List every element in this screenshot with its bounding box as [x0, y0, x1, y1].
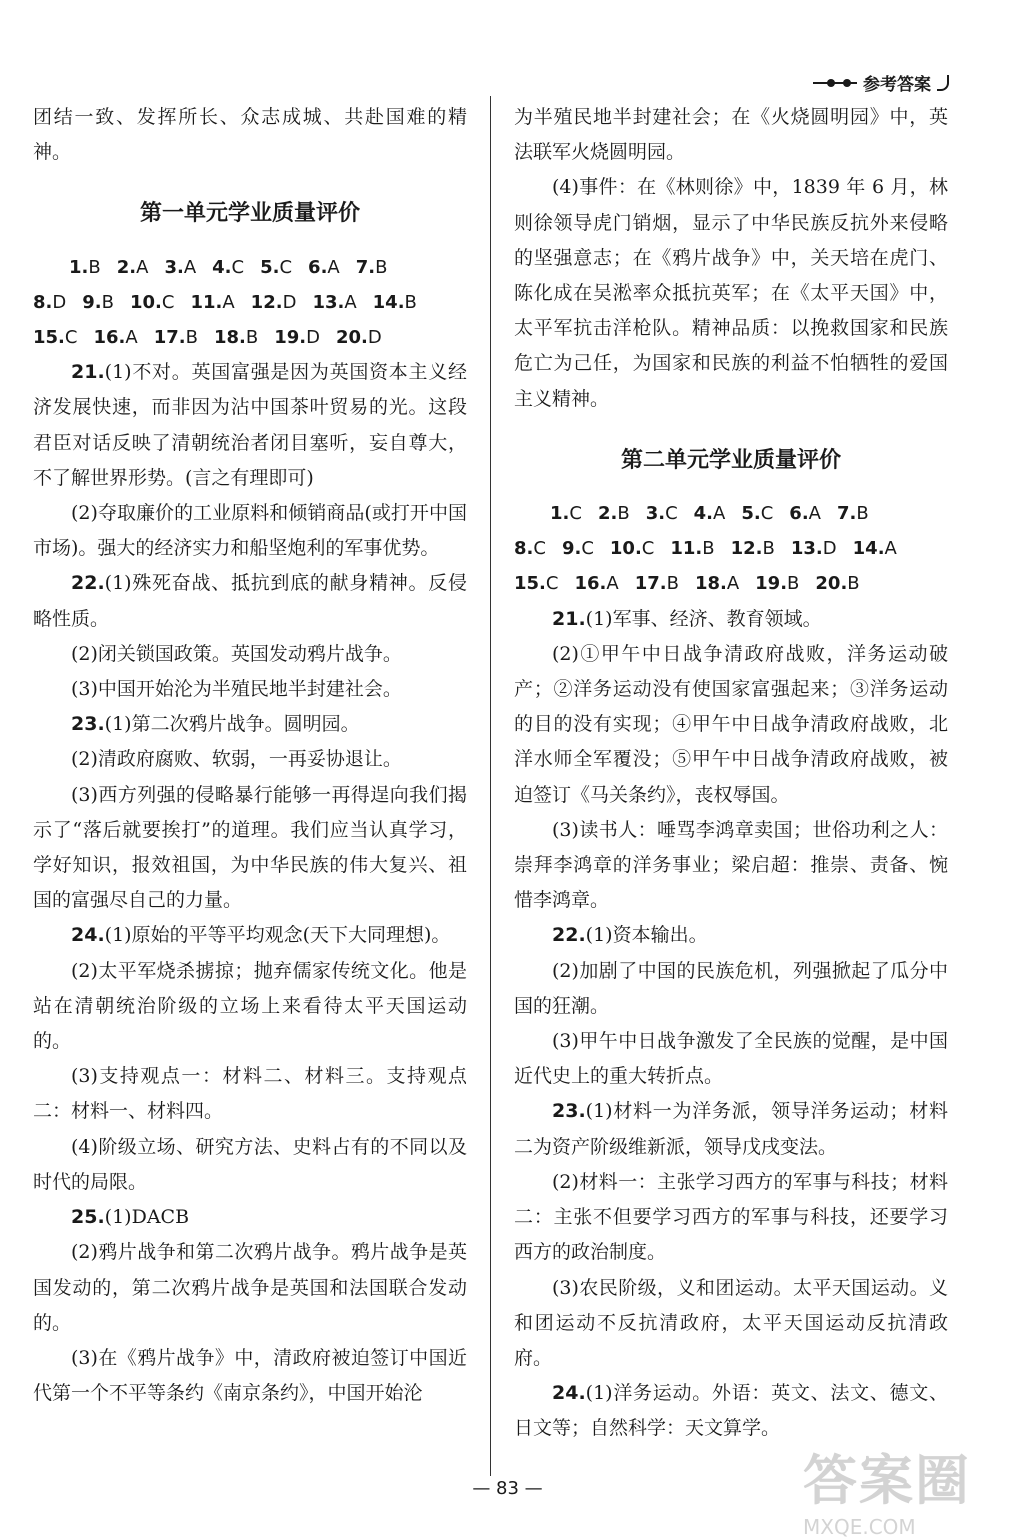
mc-answer-item: [274, 320, 320, 355]
mc-answer-letter: D: [282, 291, 297, 313]
mc-answer-letter: D: [52, 291, 67, 313]
q22-part2: (2)闭关锁国政策。英国发动鸦片战争。: [71, 642, 402, 665]
mc-answer-letter: B: [847, 573, 860, 595]
mc-question-number: 4.: [693, 503, 714, 525]
u2-q23-part1: [514, 1094, 948, 1164]
mc-answer-letter: B: [245, 327, 259, 349]
mc-answer-letter: B: [88, 256, 101, 278]
q24-part3: (3)支持观点一：材料二、材料三。支持观点二：材料一、材料四。: [33, 1065, 467, 1123]
q21-part2: (2)夺取廉价的工业原料和倾销商品(或打开中国市场)。强大的经济实力和船坚炮利的军事优势。: [33, 502, 467, 560]
watermark-url: MXQE.COM: [803, 1515, 916, 1539]
mc-question-number: 19.: [274, 327, 307, 349]
mc-question-number: 1.: [550, 503, 570, 525]
mc-answer-item: [741, 496, 773, 531]
mc-answer-letter: C: [569, 503, 582, 525]
mc-answer-letter: A: [713, 503, 726, 525]
mc-answer-item: [755, 566, 799, 601]
mc-question-number: 7.: [355, 256, 376, 278]
mc-answer-letter: C: [64, 327, 78, 349]
mc-question-number: 2.: [116, 256, 137, 278]
header-ornament-end: [937, 75, 949, 91]
mc-answer-item: [646, 496, 678, 531]
mc-answer-letter: D: [306, 327, 320, 349]
mc-answer-item: [33, 320, 77, 355]
mc-question-number: 11.: [190, 291, 223, 313]
question-number: 21.: [552, 607, 586, 630]
mc-answer-letter: A: [327, 256, 340, 278]
u2-q21-part1: [514, 602, 948, 637]
mc-answer-item: [130, 285, 174, 320]
mc-question-number: 10.: [129, 291, 162, 313]
question-number: 23.: [71, 713, 105, 736]
mc-answer-letter: C: [641, 538, 655, 560]
mc-answer-item: [610, 531, 654, 566]
mc-question-number: 10.: [609, 538, 642, 560]
q25-part4: (4)事件：在《林则徐》中，1839 年 6 月，林则徐领导虎门销烟，显示了中华民族反抗外来侵略的坚强意志；在《鸦片战争》中，关天培在虎门、陈化成在吴淞率众抵抗英军；在《太平天国》中，太平军抗击洋枪队。精神品质：以挽救国家和民族危亡为己任，为国家和民族的利益不怕牺牲的爱国主义精神。: [514, 176, 948, 410]
q22-part3: (3)中国开始沦为半殖民地半封建社会。: [71, 678, 402, 701]
question-number: 22.: [71, 572, 105, 595]
mc-answer-item: [853, 531, 897, 566]
question-number: 22.: [552, 924, 586, 947]
mc-question-number: 18.: [694, 573, 727, 595]
mc-answer-letter: A: [606, 573, 619, 595]
mc-answer-item: [251, 285, 297, 320]
mc-question-number: 7.: [837, 503, 857, 525]
mc-answer-letter: A: [136, 256, 149, 278]
mc-answer-item: [336, 320, 382, 355]
mc-answer-item: [312, 285, 356, 320]
q25-part2: (2)鸦片战争和第二次鸦片战争。鸦片战争是英国发动的，第二次鸦片战争是英国和法国联合发动的。: [33, 1241, 467, 1334]
question-number: 24.: [552, 1382, 586, 1405]
mc-answer-item: [164, 250, 196, 285]
question-number: 21.: [71, 361, 105, 384]
mc-answer-letter: B: [404, 291, 417, 313]
mc-answer-item: [694, 496, 726, 531]
mc-answer-letter: A: [125, 327, 138, 349]
answer-text: (1)DACB: [104, 1206, 190, 1229]
mc-answer-letter: C: [231, 256, 245, 278]
mc-answer-item: [815, 566, 859, 601]
mc-answer-letter: A: [808, 503, 821, 525]
mc-question-number: 5.: [741, 503, 761, 525]
header-label: 参考答案: [863, 75, 931, 95]
mc-answer-letter: B: [787, 573, 800, 595]
mc-answer-letter: B: [856, 503, 869, 525]
mc-answer-letter: C: [161, 291, 175, 313]
mc-question-number: 12.: [730, 538, 763, 560]
u2-q21-part3: (3)读书人：唾骂李鸿章卖国；世俗功利之人：崇拜李鸿章的洋务事业；梁启超：推崇、责备、惋惜李鸿章。: [514, 818, 948, 912]
mc-answer-letter: A: [222, 291, 235, 313]
mc-answer-row: [33, 250, 467, 285]
mc-answer-row: [33, 320, 467, 355]
mc-answer-letter: B: [375, 256, 388, 278]
mc-answer-item: [82, 285, 114, 320]
mc-question-number: 15.: [514, 573, 546, 595]
u2-q22-part1: [514, 918, 948, 953]
question-number: 23.: [552, 1100, 586, 1123]
u2-q22-part2: (2)加剧了中国的民族危机，列强掀起了瓜分中国的狂潮。: [514, 959, 948, 1017]
u2-q24-part1: [514, 1376, 948, 1446]
mc-question-number: 3.: [164, 256, 184, 278]
mc-answer-item: [117, 250, 149, 285]
mc-answer-letter: B: [762, 538, 775, 560]
mc-answer-letter: A: [344, 291, 357, 313]
mc-question-number: 16.: [574, 573, 607, 595]
q24-part4: (4)阶级立场、研究方法、史料占有的不同以及时代的局限。: [33, 1135, 467, 1193]
mc-question-number: 14.: [372, 291, 405, 313]
mc-answer-item: [791, 531, 837, 566]
mc-answer-item: [154, 320, 198, 355]
mc-question-number: 6.: [789, 503, 809, 525]
mc-question-number: 13.: [790, 538, 823, 560]
mc-answer-item: [356, 250, 388, 285]
mc-answer-item: [789, 496, 821, 531]
mc-answer-item: [695, 566, 739, 601]
q23-part1: [33, 707, 467, 742]
mc-question-number: 20.: [335, 327, 368, 349]
mc-answer-letter: C: [581, 538, 594, 560]
answer-text: (1)不对。英国富强是因为英国资本主义经济发展快速，而非因为沾中国茶叶贸易的光。这段君臣对话反映了清朝统治者闭目塞听，妄自尊大，不了解世界形势。(言之有理即可): [33, 361, 467, 489]
mc-answer-item: [69, 250, 101, 285]
mc-answer-letter: D: [822, 538, 837, 560]
left-column: [33, 100, 467, 1411]
intro-paragraph: 团结一致、发挥所长、众志成城、共赴国难的精神。: [33, 106, 467, 164]
mc-answer-letter: C: [760, 503, 774, 525]
mc-answer-item: [670, 531, 714, 566]
q22-part1: [33, 566, 467, 636]
mc-answers-unit2: [514, 496, 948, 602]
mc-question-number: 9.: [561, 538, 582, 560]
answer-text: (1)第二次鸦片战争。圆明园。: [104, 713, 360, 736]
mc-answer-item: [190, 285, 234, 320]
mc-answer-letter: B: [617, 503, 630, 525]
mc-question-number: 6.: [308, 256, 328, 278]
mc-answer-item: [837, 496, 869, 531]
mc-answer-letter: A: [183, 256, 197, 278]
q23-part3: (3)西方列强的侵略暴行能够一再得逞向我们揭示了“落后就要挨打”的道理。我们应当认真学习，学好知识，报效祖国，为中华民族的伟大复兴、祖国的富强尽自己的力量。: [33, 783, 467, 912]
q21-part1: [33, 355, 467, 496]
mc-answer-item: [514, 566, 558, 601]
mc-answers-unit1: [33, 250, 467, 356]
watermark-logo: [803, 1438, 1003, 1539]
mc-question-number: 8.: [33, 291, 53, 313]
section-title-unit1: 第一单元学业质量评价: [139, 201, 360, 227]
u2-q22-part3: (3)甲午中日战争激发了全民族的觉醒，是中国近代史上的重大转折点。: [514, 1030, 948, 1088]
mc-answer-item: [93, 320, 137, 355]
mc-answer-letter: D: [367, 327, 382, 349]
mc-answer-item: [574, 566, 618, 601]
section-title-unit2: 第二单元学业质量评价: [620, 447, 841, 473]
mc-question-number: 20.: [815, 573, 848, 595]
mc-answer-letter: A: [726, 573, 740, 595]
mc-question-number: 15.: [33, 327, 65, 349]
mc-answer-item: [308, 250, 340, 285]
answer-text: (1)军事、经济、教育领域。: [585, 607, 822, 630]
u2-q21-part2: (2)①甲午中日战争清政府战败，洋务运动破产；②洋务运动没有使国家富强起来；③洋务运动的目的没有实现；④甲午中日战争清政府战败，北洋水师全军覆没；⑤甲午中日战争清政府战败，被迫签订《马关条约》，丧权辱国。: [514, 642, 948, 806]
q25-part3: (3)在《鸦片战争》中，清政府被迫签订中国近代第一个不平等条约《南京条约》，中国开始沦: [33, 1346, 467, 1405]
q24-part1: [33, 918, 467, 953]
mc-question-number: 12.: [250, 291, 283, 313]
mc-answer-item: [562, 531, 594, 566]
mc-answer-letter: B: [702, 538, 715, 560]
q25-part1: [33, 1200, 467, 1235]
mc-answer-letter: B: [101, 291, 114, 313]
header-ornament: [813, 82, 857, 84]
mc-question-number: 5.: [260, 256, 280, 278]
mc-answer-row: [514, 566, 948, 601]
mc-question-number: 18.: [213, 327, 246, 349]
mc-answer-letter: B: [666, 573, 679, 595]
mc-answer-item: [33, 285, 66, 320]
mc-answer-item: [514, 531, 546, 566]
mc-question-number: 14.: [852, 538, 885, 560]
mc-answer-row: [514, 531, 948, 566]
mc-answer-item: [550, 496, 582, 531]
mc-question-number: 1.: [69, 256, 89, 278]
mc-answer-letter: C: [545, 573, 559, 595]
u2-q23-part3: (3)农民阶级，义和团运动。太平天国运动。义和团运动不反抗清政府，太平天国运动反抗清政府。: [514, 1276, 948, 1369]
watermark-logo-text: 答案圈: [803, 1449, 971, 1512]
mc-question-number: 17.: [153, 327, 186, 349]
mc-question-number: 11.: [670, 538, 703, 560]
mc-answer-row: [33, 285, 467, 320]
u2-q23-part2: (2)材料一：主张学习西方的军事与科技；材料二：主张不但要学习西方的军事与科技，还要学习西方的政治制度。: [514, 1170, 948, 1264]
answer-text: (1)材料一为洋务派，领导洋务运动；材料二为资产阶级维新派，领导戊戌变法。: [514, 1100, 948, 1158]
mc-question-number: 19.: [755, 573, 788, 595]
q24-part2: (2)太平军烧杀掳掠；抛弃儒家传统文化。他是站在清朝统治阶级的立场上来看待太平天国运动的。: [33, 959, 467, 1053]
right-column: [514, 100, 948, 1447]
mc-answer-item: [260, 250, 292, 285]
question-number: 25.: [71, 1206, 105, 1229]
mc-answer-row: [514, 496, 948, 531]
answer-text: (1)原始的平等平均观念(天下大同理想)。: [104, 924, 451, 947]
mc-answer-letter: B: [185, 327, 198, 349]
q23-part2: (2)清政府腐败、软弱，一再妥协退让。: [71, 748, 402, 771]
mc-answer-item: [214, 320, 258, 355]
mc-question-number: 17.: [634, 573, 667, 595]
answer-section-header: [813, 70, 949, 95]
mc-question-number: 9.: [82, 291, 102, 313]
answer-text: (1)资本输出。: [585, 924, 708, 947]
mc-answer-item: [635, 566, 679, 601]
question-number: 24.: [71, 924, 105, 947]
mc-answer-item: [212, 250, 244, 285]
answer-text: (1)洋务运动。外语：英文、法文、德文、日文等；自然科学：天文算学。: [514, 1382, 948, 1440]
mc-question-number: 8.: [514, 538, 534, 560]
mc-answer-letter: C: [279, 256, 293, 278]
mc-answer-letter: A: [884, 538, 897, 560]
mc-answer-item: [731, 531, 775, 566]
answer-text: (1)殊死奋战、抵抗到底的献身精神。反侵略性质。: [33, 572, 467, 630]
mc-question-number: 16.: [93, 327, 126, 349]
mc-question-number: 3.: [645, 503, 666, 525]
continued-paragraph: 为半殖民地半封建社会；在《火烧圆明园》中，英法联军火烧圆明园。: [514, 106, 948, 164]
column-divider: [490, 96, 491, 1476]
mc-question-number: 13.: [312, 291, 345, 313]
mc-answer-item: [598, 496, 630, 531]
mc-answer-letter: C: [665, 503, 678, 525]
mc-question-number: 2.: [597, 503, 618, 525]
mc-answer-item: [373, 285, 417, 320]
mc-question-number: 4.: [212, 256, 232, 278]
page-number: — 83 —: [472, 1478, 543, 1499]
mc-answer-letter: C: [533, 538, 546, 560]
